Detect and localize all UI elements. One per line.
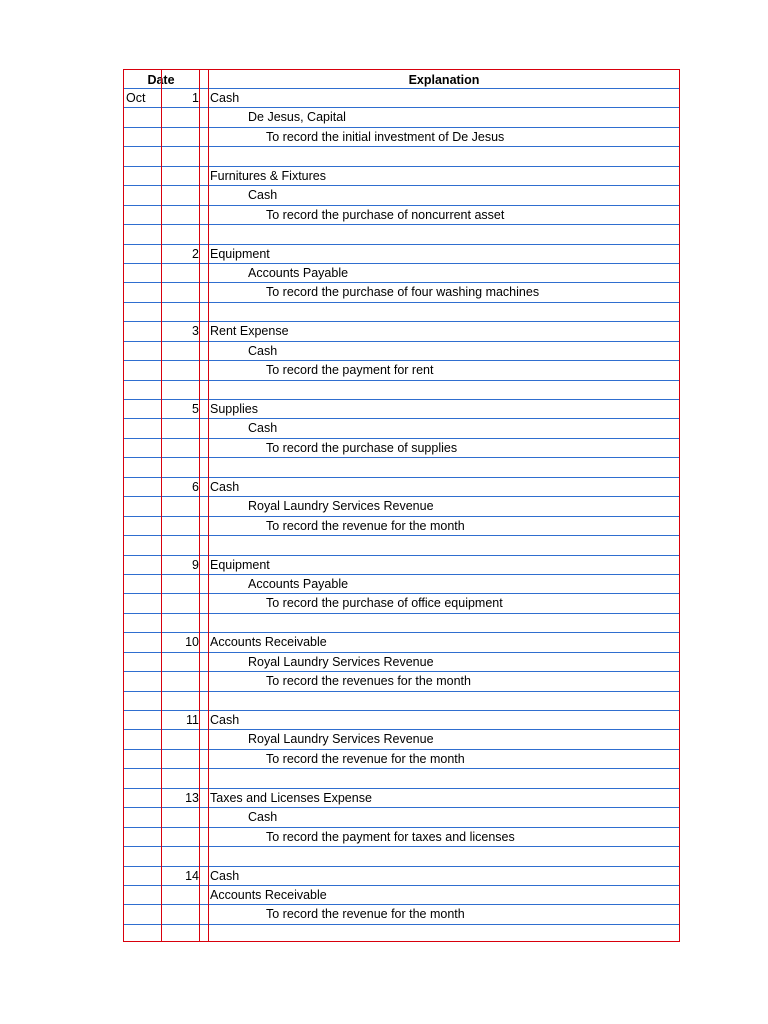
entry-day <box>161 808 199 826</box>
month-day-divider <box>161 69 162 942</box>
journal-row <box>123 439 679 458</box>
entry-month <box>126 575 160 593</box>
journal-row <box>123 594 679 613</box>
debit-account <box>210 458 675 476</box>
entry-month <box>126 633 160 651</box>
journal-row <box>123 361 679 380</box>
entry-month <box>126 478 160 496</box>
entry-month <box>126 750 160 768</box>
credit-account: Cash <box>248 343 278 358</box>
debit-account <box>210 536 675 554</box>
debit-account: Cash <box>210 868 240 883</box>
entry-day <box>161 128 199 146</box>
debit-account: Equipment <box>210 557 270 572</box>
entry-day <box>161 361 199 379</box>
debit-account: Accounts Receivable <box>210 635 327 650</box>
table-bottom-border <box>123 941 679 942</box>
entry-narration: To record the purchase of supplies <box>266 440 458 455</box>
entry-day <box>161 536 199 554</box>
entry-month <box>126 692 160 710</box>
debit-account: Rent Expense <box>210 324 289 339</box>
entry-month <box>126 594 160 612</box>
entry-day <box>161 342 199 360</box>
entry-day: 5 <box>192 402 199 416</box>
entry-month <box>126 225 160 243</box>
credit-account: De Jesus, Capital <box>248 110 346 125</box>
debit-account: Accounts Receivable <box>210 887 327 902</box>
entry-narration: To record the revenue for the month <box>266 907 465 922</box>
entry-day: 2 <box>192 246 199 261</box>
journal-row <box>123 769 679 788</box>
journal-row <box>123 206 679 225</box>
entry-month <box>126 517 160 535</box>
entry-day: 1 <box>192 91 199 105</box>
entry-month <box>126 186 160 204</box>
entry-day <box>161 730 199 748</box>
journal-row <box>123 128 679 147</box>
entry-month <box>126 614 160 632</box>
debit-account <box>210 147 675 165</box>
entry-month <box>126 905 160 923</box>
entry-month <box>126 672 160 690</box>
entry-day: 10 <box>185 635 199 650</box>
entry-day <box>161 692 199 710</box>
entry-narration: To record the revenue for the month <box>266 518 465 533</box>
journal-row <box>123 575 679 594</box>
journal-row <box>123 303 679 322</box>
journal-row <box>123 536 679 555</box>
entry-month <box>126 108 160 126</box>
date-header: Date <box>147 73 175 87</box>
entry-day <box>161 769 199 787</box>
entry-day: 3 <box>192 324 199 339</box>
entry-day <box>161 147 199 165</box>
debit-account <box>210 303 675 321</box>
entry-day <box>161 458 199 476</box>
debit-account <box>210 847 675 865</box>
credit-account: Accounts Payable <box>248 265 349 280</box>
entry-month <box>126 245 160 263</box>
entry-day: 14 <box>185 868 199 883</box>
debit-account <box>210 769 675 787</box>
entry-day <box>161 672 199 690</box>
entry-day <box>161 225 199 243</box>
entry-day <box>161 886 199 904</box>
journal-row <box>123 730 679 749</box>
entry-month <box>126 789 160 807</box>
entry-month <box>126 381 160 399</box>
explanation-header: Explanation <box>408 73 480 87</box>
entry-narration: To record the purchase of four washing machines <box>266 285 540 300</box>
entry-day: 11 <box>186 713 199 727</box>
entry-day <box>161 847 199 865</box>
journal-row <box>123 186 679 205</box>
journal-row <box>123 905 679 924</box>
entry-day <box>161 283 199 301</box>
credit-account: Cash <box>248 421 278 436</box>
entry-month <box>126 439 160 457</box>
entry-month <box>126 128 160 146</box>
journal-row <box>123 808 679 827</box>
entry-month <box>126 167 160 185</box>
debit-account: Equipment <box>210 246 270 261</box>
journal-row <box>123 847 679 866</box>
entry-narration: To record the payment for taxes and licenses <box>266 829 515 844</box>
entry-narration: To record the revenue for the month <box>266 751 465 766</box>
journal-row <box>123 556 679 575</box>
entry-month <box>126 828 160 846</box>
journal-row <box>123 789 679 808</box>
table-right-border <box>679 69 680 942</box>
credit-account: Accounts Payable <box>248 576 349 591</box>
journal-row <box>123 458 679 477</box>
journal-row <box>123 497 679 516</box>
entry-narration: To record the payment for rent <box>266 363 434 378</box>
journal-row <box>123 517 679 536</box>
entry-month <box>126 303 160 321</box>
entry-day <box>161 575 199 593</box>
journal-row <box>123 322 679 341</box>
journal-row <box>123 478 679 497</box>
journal-row <box>123 147 679 166</box>
journal-row <box>123 342 679 361</box>
entry-day <box>161 653 199 671</box>
entry-day: 13 <box>185 790 199 805</box>
entry-month <box>126 283 160 301</box>
debit-account <box>210 614 675 632</box>
entry-month <box>126 400 160 418</box>
entry-month <box>126 497 160 515</box>
entry-day <box>161 439 199 457</box>
entry-day <box>161 186 199 204</box>
entry-day <box>161 381 199 399</box>
journal-row <box>123 225 679 244</box>
entry-month <box>126 264 160 282</box>
journal-header <box>123 69 679 89</box>
credit-account: Royal Laundry Services Revenue <box>248 654 434 669</box>
entry-day <box>161 614 199 632</box>
journal-rows <box>123 89 679 944</box>
entry-day <box>161 497 199 515</box>
entry-month <box>126 342 160 360</box>
credit-account: Royal Laundry Services Revenue <box>248 732 434 747</box>
journal-row <box>123 692 679 711</box>
entry-day <box>161 108 199 126</box>
journal-row <box>123 633 679 652</box>
entry-day <box>161 905 199 923</box>
entry-day <box>161 419 199 437</box>
entry-day <box>161 594 199 612</box>
journal-row <box>123 381 679 400</box>
entry-month <box>126 886 160 904</box>
debit-account: Cash <box>210 479 240 494</box>
entry-day: 6 <box>192 479 199 494</box>
entry-month <box>126 419 160 437</box>
credit-account: Cash <box>248 188 278 203</box>
entry-day <box>161 167 199 185</box>
journal-row <box>123 711 679 730</box>
entry-month <box>126 322 160 340</box>
table-left-border <box>123 69 124 942</box>
entry-day <box>161 750 199 768</box>
journal-row <box>123 750 679 769</box>
debit-account: Cash <box>210 91 240 105</box>
journal-row <box>123 614 679 633</box>
entry-month: Oct <box>126 91 146 105</box>
entry-month <box>126 730 160 748</box>
credit-account: Royal Laundry Services Revenue <box>248 499 434 514</box>
journal-row <box>123 283 679 302</box>
journal-row <box>123 89 679 108</box>
debit-account: Cash <box>210 713 240 727</box>
journal-row <box>123 400 679 419</box>
entry-month <box>126 206 160 224</box>
entry-month <box>126 711 160 729</box>
entry-month <box>126 147 160 165</box>
journal-table <box>123 69 679 944</box>
entry-month <box>126 556 160 574</box>
entry-month <box>126 361 160 379</box>
journal-row <box>123 653 679 672</box>
explanation-column-divider <box>208 69 209 942</box>
entry-day <box>161 828 199 846</box>
debit-account: Supplies <box>210 402 258 416</box>
entry-narration: To record the purchase of office equipment <box>266 596 503 611</box>
journal-row <box>123 886 679 905</box>
journal-row <box>123 867 679 886</box>
journal-row <box>123 167 679 186</box>
entry-day <box>161 206 199 224</box>
credit-account: Cash <box>248 810 278 825</box>
entry-month <box>126 867 160 885</box>
entry-day <box>161 264 199 282</box>
entry-month <box>126 536 160 554</box>
debit-account: Furnitures & Fixtures <box>210 168 327 183</box>
entry-day: 9 <box>192 557 199 572</box>
journal-row <box>123 828 679 847</box>
journal-row <box>123 264 679 283</box>
date-column-divider <box>199 69 200 942</box>
entry-month <box>126 808 160 826</box>
entry-month <box>126 847 160 865</box>
entry-narration: To record the initial investment of De Jesus <box>266 129 505 144</box>
journal-row <box>123 672 679 691</box>
entry-narration: To record the revenues for the month <box>266 674 471 689</box>
entry-day <box>161 303 199 321</box>
debit-account <box>210 225 675 243</box>
entry-narration: To record the purchase of noncurrent asset <box>266 207 505 222</box>
debit-account <box>210 381 675 399</box>
debit-account <box>210 692 675 710</box>
journal-row <box>123 419 679 438</box>
debit-account: Taxes and Licenses Expense <box>210 790 372 805</box>
entry-month <box>126 653 160 671</box>
entry-month <box>126 458 160 476</box>
journal-row <box>123 245 679 264</box>
entry-month <box>126 769 160 787</box>
entry-day <box>161 517 199 535</box>
journal-row <box>123 108 679 127</box>
